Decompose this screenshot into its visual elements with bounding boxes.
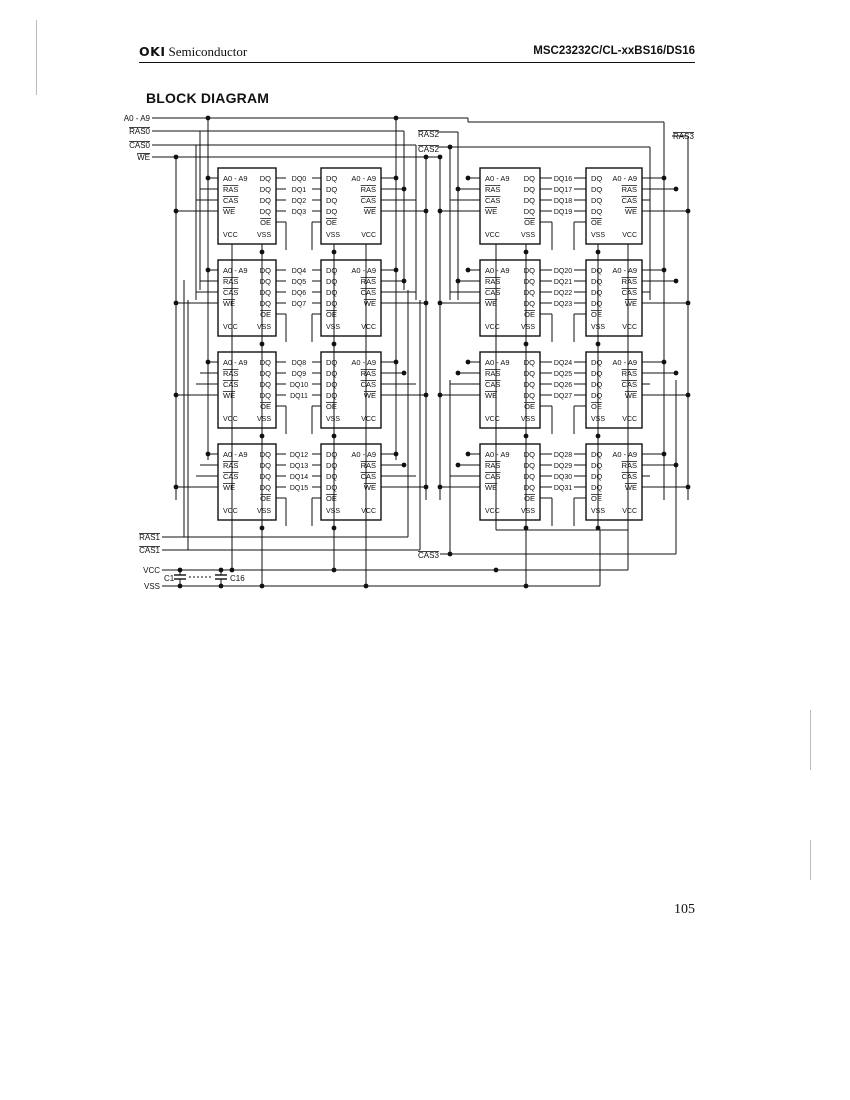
chip-pin-ras: RAS: [485, 277, 501, 286]
chip-pin-vcc: VCC: [485, 508, 500, 515]
dq-label: DQ23: [553, 301, 573, 308]
junction-dot: [174, 485, 179, 490]
chip-pin-we: WE: [363, 207, 376, 216]
chip-pin-we: WE: [624, 391, 637, 400]
chip-pin-addr: A0 - A9: [485, 358, 510, 367]
dq-label: DQ7: [291, 301, 307, 308]
junction-dot: [394, 360, 399, 365]
chip-pin-ras: RAS: [621, 277, 637, 286]
chip-pin-vss: VSS: [256, 508, 271, 515]
signal-label-vcc: VCC: [143, 566, 160, 575]
signal-label-cas3: CAS3: [418, 551, 439, 560]
dq-label: DQ28: [553, 452, 573, 459]
junction-dot: [662, 176, 667, 181]
signal-label-cas2: CAS2: [418, 145, 439, 154]
chip-pin-dq: DQ: [523, 174, 535, 183]
junction-dot: [206, 176, 211, 181]
chip-pin-dq: DQ: [259, 266, 271, 275]
chip-pin-vcc: VCC: [223, 324, 238, 331]
chip-pin-dq: DQ: [523, 369, 535, 378]
chip-pin-dq: DQ: [591, 196, 603, 205]
junction-dot: [456, 463, 461, 468]
chip-pin-we: WE: [624, 483, 637, 492]
junction-dot: [466, 360, 471, 365]
chip-pin-oe: OE: [591, 218, 602, 227]
chip-pin-cas: CAS: [360, 288, 376, 297]
chip-pin-dq: DQ: [523, 358, 535, 367]
chip-pin-dq: DQ: [591, 174, 603, 183]
junction-dot: [456, 187, 461, 192]
junction-dot: [686, 393, 691, 398]
memory-chip-right-b-2: [586, 352, 642, 428]
chip-pin-dq: DQ: [523, 277, 535, 286]
chip-pin-vss: VSS: [520, 232, 535, 239]
chip-pin-oe: OE: [260, 494, 271, 503]
memory-chip-right-a-2: [480, 352, 540, 428]
junction-dot: [219, 584, 224, 589]
chip-pin-vss: VSS: [326, 324, 341, 331]
dq-label: DQ21: [553, 279, 573, 286]
signal-label-ras1: RAS1: [139, 533, 160, 542]
memory-chip-right-a-0: [480, 168, 540, 244]
junction-dot: [178, 584, 183, 589]
page-number: 105: [674, 902, 695, 917]
chip-pin-dq: DQ: [326, 288, 338, 297]
chip-pin-oe: OE: [591, 494, 602, 503]
junction-dot: [674, 279, 679, 284]
junction-dot: [178, 568, 183, 573]
chip-pin-ras: RAS: [223, 277, 239, 286]
junction-dot: [674, 187, 679, 192]
chip-pin-cas: CAS: [621, 196, 637, 205]
dq-label: DQ29: [553, 463, 573, 470]
chip-pin-dq: DQ: [326, 185, 338, 194]
chip-pin-we: WE: [485, 483, 498, 492]
chip-pin-vcc: VCC: [485, 324, 500, 331]
chip-pin-dq: DQ: [259, 461, 271, 470]
chip-pin-oe: OE: [326, 402, 337, 411]
chip-pin-vcc: VCC: [622, 232, 637, 239]
chip-pin-vcc: VCC: [622, 508, 637, 515]
junction-dot: [424, 485, 429, 490]
chip-pin-dq: DQ: [259, 196, 271, 205]
chip-pin-ras: RAS: [485, 369, 501, 378]
chip-pin-dq: DQ: [523, 266, 535, 275]
chip-pin-we: WE: [223, 207, 236, 216]
chip-pin-oe: OE: [591, 310, 602, 319]
chip-pin-we: WE: [363, 391, 376, 400]
chip-pin-cas: CAS: [223, 380, 239, 389]
junction-dot: [686, 209, 691, 214]
chip-pin-dq: DQ: [591, 380, 603, 389]
chip-pin-we: WE: [363, 299, 376, 308]
chip-pin-vcc: VCC: [485, 416, 500, 423]
signal-label-a0-a9: A0 - A9: [123, 114, 150, 123]
dq-label: DQ27: [553, 393, 573, 400]
junction-dot: [174, 393, 179, 398]
chip-pin-dq: DQ: [259, 277, 271, 286]
chip-pin-vss: VSS: [520, 508, 535, 515]
dq-label: DQ20: [553, 268, 573, 275]
chip-pin-dq: DQ: [591, 299, 603, 308]
dq-label: DQ0: [291, 176, 307, 183]
chip-pin-dq: DQ: [259, 450, 271, 459]
chip-pin-dq: DQ: [259, 358, 271, 367]
dq-label: DQ24: [553, 360, 573, 367]
chip-pin-vcc: VCC: [622, 324, 637, 331]
dq-label: DQ25: [553, 371, 573, 378]
chip-pin-dq: DQ: [326, 391, 338, 400]
memory-chip-right-b-3: [586, 444, 642, 520]
chip-pin-addr: A0 - A9: [351, 266, 376, 275]
chip-pin-oe: OE: [260, 310, 271, 319]
chip-pin-dq: DQ: [591, 461, 603, 470]
dq-label: DQ19: [553, 209, 573, 216]
capacitor-label-c1: C1: [164, 574, 175, 583]
junction-dot: [662, 452, 667, 457]
junction-dot: [466, 176, 471, 181]
chip-pin-vcc: VCC: [223, 232, 238, 239]
chip-pin-dq: DQ: [591, 358, 603, 367]
chip-pin-dq: DQ: [259, 174, 271, 183]
dq-label: DQ31: [553, 485, 573, 492]
chip-pin-dq: DQ: [591, 185, 603, 194]
chip-pin-addr: A0 - A9: [485, 266, 510, 275]
chip-pin-vcc: VCC: [223, 416, 238, 423]
signal-label-we: WE: [137, 153, 150, 162]
dq-label: DQ18: [553, 198, 573, 205]
chip-pin-cas: CAS: [621, 472, 637, 481]
junction-dot: [438, 485, 443, 490]
chip-pin-dq: DQ: [326, 266, 338, 275]
junction-dot: [466, 452, 471, 457]
junction-dot: [394, 176, 399, 181]
chip-pin-addr: A0 - A9: [612, 266, 637, 275]
chip-pin-ras: RAS: [360, 369, 376, 378]
dq-label: DQ16: [553, 176, 573, 183]
chip-pin-we: WE: [223, 483, 236, 492]
chip-pin-addr: A0 - A9: [223, 358, 248, 367]
memory-chip-left-a-2: [218, 352, 276, 428]
chip-pin-dq: DQ: [259, 299, 271, 308]
junction-dot: [448, 145, 453, 150]
chip-pin-cas: CAS: [223, 196, 239, 205]
dq-label: DQ17: [553, 187, 573, 194]
chip-pin-vss: VSS: [591, 324, 606, 331]
junction-dot: [686, 301, 691, 306]
junction-dot: [402, 279, 407, 284]
junction-dot: [674, 463, 679, 468]
chip-pin-vcc: VCC: [223, 508, 238, 515]
chip-pin-we: WE: [624, 299, 637, 308]
chip-pin-dq: DQ: [326, 461, 338, 470]
chip-pin-oe: OE: [326, 218, 337, 227]
dq-label: DQ13: [289, 463, 309, 470]
dq-label: DQ6: [291, 290, 307, 297]
memory-chip-right-b-0: [586, 168, 642, 244]
junction-dot: [456, 279, 461, 284]
dq-label: DQ15: [289, 485, 309, 492]
dq-label: DQ12: [289, 452, 309, 459]
junction-dot: [206, 452, 211, 457]
chip-pin-vcc: VCC: [485, 232, 500, 239]
junction-dot: [662, 268, 667, 273]
chip-pin-oe: OE: [260, 218, 271, 227]
chip-pin-cas: CAS: [360, 196, 376, 205]
chip-pin-vss: VSS: [591, 508, 606, 515]
memory-chip-left-b-2: [321, 352, 381, 428]
chip-pin-dq: DQ: [259, 380, 271, 389]
chip-pin-dq: DQ: [326, 380, 338, 389]
junction-dot: [424, 209, 429, 214]
chip-pin-ras: RAS: [485, 185, 501, 194]
chip-pin-vcc: VCC: [622, 416, 637, 423]
chip-pin-dq: DQ: [591, 288, 603, 297]
signal-label-ras2: RAS2: [418, 130, 439, 139]
part-number: MSC23232C/CL-xxBS16/DS16: [533, 45, 695, 57]
memory-chip-right-a-3: [480, 444, 540, 520]
memory-chip-left-a-0: [218, 168, 276, 244]
junction-dot: [174, 301, 179, 306]
chip-pin-cas: CAS: [360, 380, 376, 389]
chip-pin-dq: DQ: [523, 380, 535, 389]
junction-dot: [206, 268, 211, 273]
chip-pin-dq: DQ: [523, 299, 535, 308]
dq-label: DQ5: [291, 279, 307, 286]
chip-pin-dq: DQ: [591, 207, 603, 216]
chip-pin-dq: DQ: [326, 196, 338, 205]
chip-pin-ras: RAS: [621, 369, 637, 378]
scan-edge-left: [36, 20, 37, 95]
chip-pin-dq: DQ: [326, 207, 338, 216]
brand-text: Semiconductor: [168, 44, 248, 59]
junction-dot: [394, 268, 399, 273]
junction-dot: [219, 568, 224, 573]
scan-edge-right-1: [810, 710, 811, 770]
chip-pin-oe: OE: [524, 494, 535, 503]
oki-logo: OKI: [139, 44, 166, 59]
chip-pin-ras: RAS: [360, 461, 376, 470]
junction-dot: [438, 301, 443, 306]
chip-pin-addr: A0 - A9: [351, 174, 376, 183]
chip-pin-addr: A0 - A9: [612, 358, 637, 367]
chip-pin-addr: A0 - A9: [351, 358, 376, 367]
junction-dot: [402, 371, 407, 376]
chip-pin-ras: RAS: [223, 185, 239, 194]
chip-pin-ras: RAS: [223, 461, 239, 470]
chip-pin-cas: CAS: [223, 288, 239, 297]
chip-pin-we: WE: [624, 207, 637, 216]
chip-pin-addr: A0 - A9: [612, 450, 637, 459]
chip-pin-cas: CAS: [360, 472, 376, 481]
chip-pin-oe: OE: [260, 402, 271, 411]
chip-pin-dq: DQ: [523, 450, 535, 459]
chip-pin-oe: OE: [524, 402, 535, 411]
chip-pin-vss: VSS: [256, 416, 271, 423]
chip-pin-vss: VSS: [520, 416, 535, 423]
dq-label: DQ14: [289, 474, 309, 481]
chip-pin-dq: DQ: [259, 391, 271, 400]
chip-pin-vss: VSS: [520, 324, 535, 331]
junction-dot: [686, 485, 691, 490]
chip-pin-vss: VSS: [256, 232, 271, 239]
chip-pin-vcc: VCC: [361, 508, 376, 515]
memory-chip-left-b-0: [321, 168, 381, 244]
chip-pin-dq: DQ: [259, 185, 271, 194]
chip-pin-dq: DQ: [326, 277, 338, 286]
chip-pin-oe: OE: [326, 310, 337, 319]
chip-pin-vcc: VCC: [361, 232, 376, 239]
chip-pin-addr: A0 - A9: [351, 450, 376, 459]
chip-pin-cas: CAS: [485, 472, 501, 481]
chip-pin-addr: A0 - A9: [223, 266, 248, 275]
chip-pin-dq: DQ: [591, 483, 603, 492]
chip-pin-oe: OE: [591, 402, 602, 411]
chip-pin-cas: CAS: [621, 380, 637, 389]
chip-pin-cas: CAS: [485, 196, 501, 205]
chip-pin-dq: DQ: [591, 266, 603, 275]
chip-pin-addr: A0 - A9: [485, 450, 510, 459]
chip-pin-dq: DQ: [326, 174, 338, 183]
chip-pin-dq: DQ: [523, 196, 535, 205]
chip-pin-dq: DQ: [523, 288, 535, 297]
chip-pin-ras: RAS: [485, 461, 501, 470]
memory-chip-left-b-1: [321, 260, 381, 336]
chip-pin-dq: DQ: [523, 461, 535, 470]
memory-chip-left-a-1: [218, 260, 276, 336]
chip-pin-addr: A0 - A9: [612, 174, 637, 183]
junction-dot: [674, 371, 679, 376]
chip-pin-vss: VSS: [256, 324, 271, 331]
junction-dot: [466, 268, 471, 273]
dq-label: DQ8: [291, 360, 307, 367]
chip-pin-dq: DQ: [326, 358, 338, 367]
junction-dot: [402, 463, 407, 468]
dq-label: DQ2: [291, 198, 307, 205]
chip-pin-vss: VSS: [326, 508, 341, 515]
dq-label: DQ26: [553, 382, 573, 389]
chip-pin-oe: OE: [524, 218, 535, 227]
junction-dot: [394, 452, 399, 457]
scan-edge-right-2: [810, 840, 811, 880]
chip-pin-vss: VSS: [326, 232, 341, 239]
chip-pin-we: WE: [485, 391, 498, 400]
chip-pin-oe: OE: [326, 494, 337, 503]
junction-dot: [456, 371, 461, 376]
chip-pin-oe: OE: [524, 310, 535, 319]
signal-label-cas1: CAS1: [139, 546, 160, 555]
chip-pin-we: WE: [485, 299, 498, 308]
chip-pin-we: WE: [363, 483, 376, 492]
dq-label: DQ3: [291, 209, 307, 216]
dq-label: DQ4: [291, 268, 307, 275]
junction-dot: [438, 155, 443, 160]
chip-pin-dq: DQ: [523, 472, 535, 481]
chip-pin-dq: DQ: [591, 391, 603, 400]
chip-pin-dq: DQ: [326, 369, 338, 378]
chip-pin-dq: DQ: [591, 450, 603, 459]
dq-label: DQ9: [291, 371, 307, 378]
chip-pin-vcc: VCC: [361, 324, 376, 331]
junction-dot: [424, 301, 429, 306]
junction-dot: [402, 187, 407, 192]
chip-pin-dq: DQ: [326, 450, 338, 459]
junction-dot: [424, 393, 429, 398]
memory-chip-left-b-3: [321, 444, 381, 520]
chip-pin-dq: DQ: [523, 207, 535, 216]
chip-pin-vss: VSS: [591, 416, 606, 423]
chip-pin-cas: CAS: [485, 380, 501, 389]
chip-pin-ras: RAS: [621, 185, 637, 194]
junction-dot: [662, 360, 667, 365]
chip-pin-addr: A0 - A9: [223, 450, 248, 459]
memory-chip-right-a-1: [480, 260, 540, 336]
chip-pin-dq: DQ: [326, 483, 338, 492]
chip-pin-ras: RAS: [621, 461, 637, 470]
chip-pin-dq: DQ: [259, 472, 271, 481]
capacitor-label-c16: C16: [230, 574, 245, 583]
junction-dot: [206, 360, 211, 365]
dq-label: DQ30: [553, 474, 573, 481]
chip-pin-cas: CAS: [621, 288, 637, 297]
signal-label-ras0: RAS0: [129, 127, 150, 136]
chip-pin-vss: VSS: [326, 416, 341, 423]
dq-label: DQ22: [553, 290, 573, 297]
chip-pin-we: WE: [223, 299, 236, 308]
chip-pin-dq: DQ: [259, 483, 271, 492]
signal-label-ras3: RAS3: [673, 132, 694, 141]
junction-dot: [524, 584, 529, 589]
memory-chip-left-a-3: [218, 444, 276, 520]
section-title: BLOCK DIAGRAM: [146, 90, 270, 106]
chip-pin-dq: DQ: [259, 207, 271, 216]
chip-pin-ras: RAS: [223, 369, 239, 378]
chip-pin-dq: DQ: [591, 472, 603, 481]
memory-chip-right-b-1: [586, 260, 642, 336]
junction-dot: [438, 393, 443, 398]
chip-pin-dq: DQ: [326, 472, 338, 481]
chip-pin-ras: RAS: [360, 277, 376, 286]
signal-label-vss: VSS: [143, 582, 160, 591]
chip-pin-vcc: VCC: [361, 416, 376, 423]
chip-pin-ras: RAS: [360, 185, 376, 194]
chip-pin-dq: DQ: [523, 483, 535, 492]
chip-pin-dq: DQ: [591, 369, 603, 378]
junction-dot: [438, 209, 443, 214]
dq-label: DQ11: [290, 393, 308, 400]
chip-pin-dq: DQ: [523, 391, 535, 400]
chip-pin-dq: DQ: [259, 369, 271, 378]
chip-pin-addr: A0 - A9: [485, 174, 510, 183]
chip-pin-addr: A0 - A9: [223, 174, 248, 183]
chip-pin-cas: CAS: [223, 472, 239, 481]
chip-pin-vss: VSS: [591, 232, 606, 239]
chip-pin-dq: DQ: [523, 185, 535, 194]
junction-dot: [174, 209, 179, 214]
chip-pin-we: WE: [485, 207, 498, 216]
chip-pin-we: WE: [223, 391, 236, 400]
dq-label: DQ10: [289, 382, 309, 389]
dq-label: DQ1: [291, 187, 307, 194]
chip-pin-cas: CAS: [485, 288, 501, 297]
chip-pin-dq: DQ: [326, 299, 338, 308]
signal-label-cas0: CAS0: [129, 141, 150, 150]
junction-dot: [494, 568, 499, 573]
chip-pin-dq: DQ: [591, 277, 603, 286]
chip-pin-dq: DQ: [259, 288, 271, 297]
